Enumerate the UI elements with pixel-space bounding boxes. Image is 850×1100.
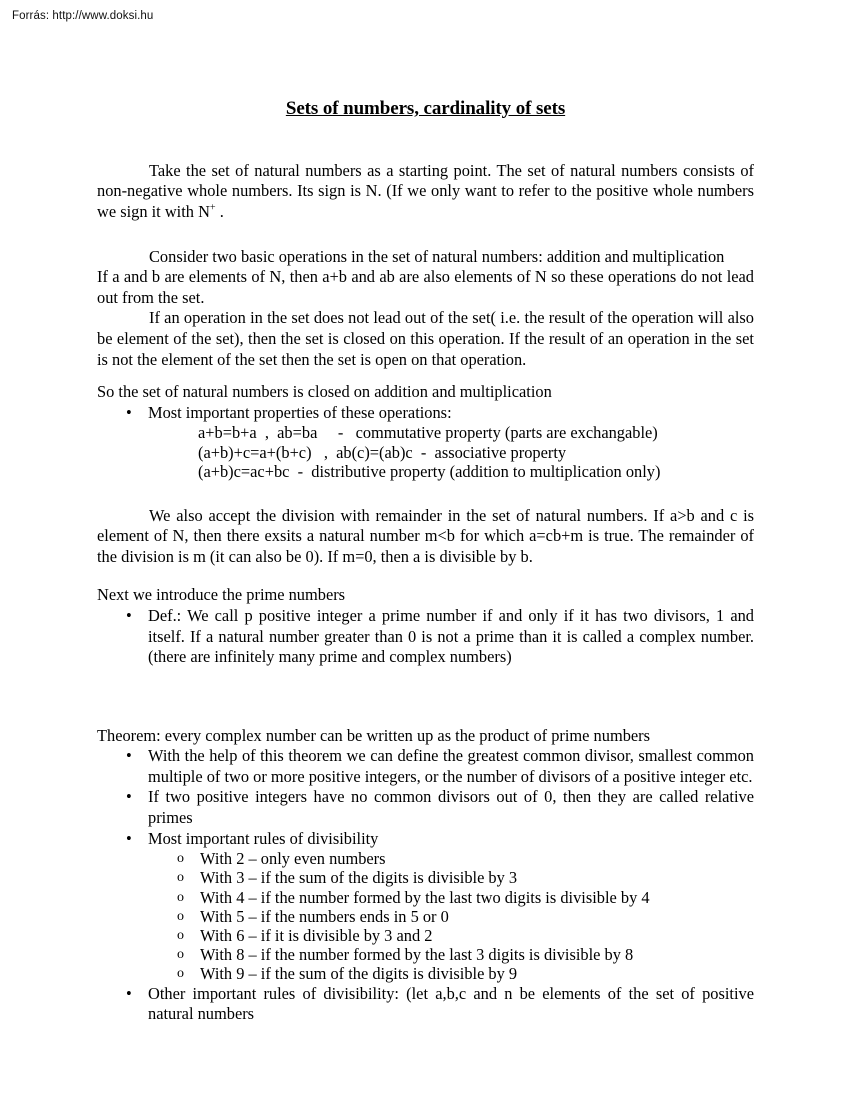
list-item-divisibility-intro <box>97 829 754 850</box>
circle-bullet-icon: o <box>177 947 184 963</box>
bullet-marker-icon: • <box>126 746 132 766</box>
list-item-rule-9 <box>97 964 754 983</box>
list-item-label: Def.: We call p positive integer a prime number if and only if it has two divisors, 1 and itself. If a natural number greater than 0 is not a prime than it is called a complex number. (there are infinitely many prime and complex numbers) <box>148 605 754 667</box>
bullet-marker-icon: • <box>126 605 132 625</box>
circle-bullet-icon: o <box>177 870 184 886</box>
list-item-label: With 5 – if the numbers ends in 5 or 0 <box>200 906 449 926</box>
properties-bullet-list <box>97 403 754 424</box>
theorem-bullet-list <box>97 746 754 849</box>
bullet-marker-icon: • <box>126 402 132 422</box>
list-item-label: With 3 – if the sum of the digits is divisible by 3 <box>200 868 518 888</box>
list-item-label: If two positive integers have no common divisors out of 0, then they are called relative primes <box>148 787 754 828</box>
bullet-marker-icon: • <box>126 828 132 848</box>
list-item-label: Other important rules of divisibility: (let a,b,c and n be elements of the set of positive natural numbers <box>148 983 754 1024</box>
superscript-plus: + <box>209 202 216 214</box>
paragraph-prime-numbers-intro: Next we introduce the prime numbers <box>97 585 346 605</box>
divisibility-rules-list <box>97 849 754 983</box>
list-item-relative-primes <box>97 787 754 828</box>
list-item-rule-4 <box>97 888 754 907</box>
property-line-associative: (a+b)+c=a+(b+c) , ab(c)=(ab)c - associative property <box>198 442 567 462</box>
list-item-prime-definition <box>97 606 754 668</box>
paragraph-basic-operations: Consider two basic operations in the set of natural numbers: addition and multiplication <box>149 246 725 266</box>
list-item-rule-3 <box>97 868 754 887</box>
source-url-header: Forrás: http://www.doksi.hu <box>12 10 154 22</box>
list-item-label: With 6 – if it is divisible by 3 and 2 <box>200 926 433 946</box>
paragraph-closed-on-addition: So the set of natural numbers is closed on addition and multiplication <box>97 382 552 402</box>
list-item-rule-2 <box>97 849 754 868</box>
list-item-rule-8 <box>97 945 754 964</box>
list-item-label: With the help of this theorem we can define the greatest common divisor, smallest common multiple of two or more positive integers, or the number of divisors of a positive integer etc. <box>148 746 754 786</box>
prime-definition-list <box>97 606 754 668</box>
list-item-label: With 9 – if the sum of the digits is divisible by 9 <box>200 964 518 984</box>
paragraph-theorem: Theorem: every complex number can be written up as the product of prime numbers <box>97 725 650 745</box>
list-item-label: Most important properties of these operations: <box>148 402 452 422</box>
property-line-distributive: (a+b)c=ac+bc - distributive property (addition to multiplication only) <box>198 462 661 482</box>
paragraph-natural-numbers-tail: . <box>215 201 224 221</box>
algebraic-properties-block <box>97 423 754 481</box>
list-item-other-rules <box>97 984 754 1025</box>
other-rules-list <box>97 984 754 1025</box>
list-item-label: Most important rules of divisibility <box>148 828 379 848</box>
paragraph-closed-open-sets: If an operation in the set does not lead out of the set( i.e. the result of the operation will also be element of the set), then the set is closed on this operation. If the result of an operation in the set is not the element of the set then the set is open on that operation. <box>97 308 754 369</box>
paragraph-natural-numbers <box>97 161 754 223</box>
circle-bullet-icon: o <box>177 889 184 905</box>
list-item-label: With 2 – only even numbers <box>200 849 386 869</box>
list-item-theorem-use <box>97 746 754 787</box>
list-item-properties-intro <box>97 403 754 424</box>
list-item-rule-6 <box>97 926 754 945</box>
paragraph-elements-of-n: If a and b are elements of N, then a+b and ab are also elements of N so these operations do not lead out from the set. <box>97 267 754 307</box>
paragraph-natural-numbers-text: Take the set of natural numbers as a starting point. The set of natural numbers consists of non-negative whole numbers. Its sign is N. (If we only want to refer to the positive whole numbers we sign it with N <box>97 160 754 221</box>
list-item-label: With 4 – if the number formed by the last two digits is divisible by 4 <box>200 887 650 907</box>
list-item-label: With 8 – if the number formed by the last 3 digits is divisible by 8 <box>200 945 634 965</box>
list-item-rule-5 <box>97 907 754 926</box>
bullet-marker-icon: • <box>126 983 132 1003</box>
document-content <box>97 98 754 1025</box>
bullet-marker-icon: • <box>126 787 132 807</box>
circle-bullet-icon: o <box>177 966 184 982</box>
property-line-commutative: a+b=b+a , ab=ba - commutative property (parts are exchangable) <box>198 423 658 443</box>
circle-bullet-icon: o <box>177 908 184 924</box>
circle-bullet-icon: o <box>177 928 184 944</box>
paragraph-division-with-remainder: We also accept the division with remainder in the set of natural numbers. If a>b and c is element of N, then there exsits a natural number m<b for which a=cb+m is true. The remainder of the division is m (it can also be 0). If m=0, then a is divisible by b. <box>97 505 754 566</box>
circle-bullet-icon: o <box>177 851 184 867</box>
page-title: Sets of numbers, cardinality of sets <box>285 98 566 119</box>
